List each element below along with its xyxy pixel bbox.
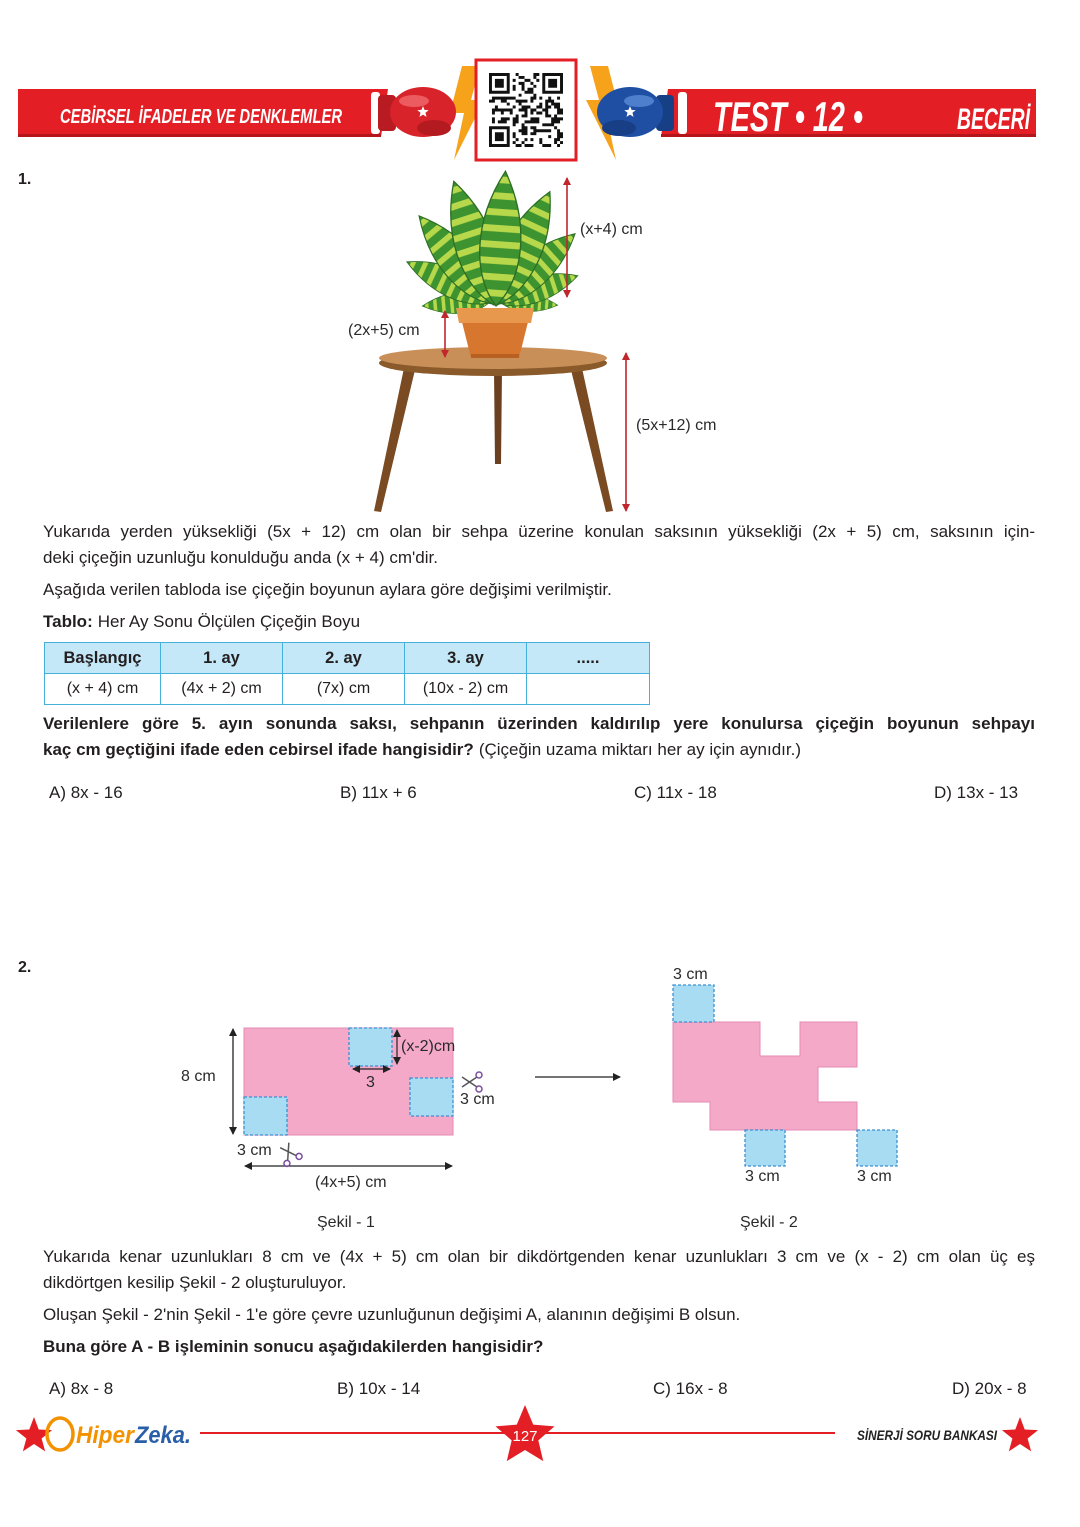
table-caption-label: Tablo: xyxy=(43,612,93,631)
plant xyxy=(401,170,586,317)
series-name: SİNERJİ SORU BANKASI xyxy=(857,1427,998,1443)
q1-option-d: D) 13x - 13 xyxy=(934,783,1019,802)
q1-paragraph-line-2: deki çiçeğin uzunluğu konulduğu anda (x + 4) cm'dir. xyxy=(43,548,438,567)
q1-question-text: kaç cm geçtiğini ifade eden cebirsel ifade hangisidir? xyxy=(43,740,474,759)
table-cell: (10x - 2) cm xyxy=(405,674,527,705)
header-banner xyxy=(0,50,1080,170)
resulting-shape xyxy=(673,1022,857,1130)
q2-paragraph-line-2: dikdörtgen kesilip Şekil - 2 oluşturuluyor. xyxy=(43,1273,347,1292)
table-height-label: (5x+12) cm xyxy=(636,417,717,434)
table-cell: (7x) cm xyxy=(283,674,405,705)
scissors-icon xyxy=(462,1072,482,1092)
table-leg xyxy=(494,370,502,464)
moved-piece-bottom xyxy=(745,1130,785,1166)
table-header-row xyxy=(45,643,650,674)
q1-option-b: B) 11x + 6 xyxy=(340,783,417,802)
table-header-cell: 1. ay xyxy=(161,643,283,674)
question-2-number: 2. xyxy=(18,959,32,976)
moved-piece-top xyxy=(673,985,714,1022)
q2-paragraph-2: Oluşan Şekil - 2'nin Şekil - 1'e göre çevre uzunluğunun değişimi A, alanının değişimi B olsun. xyxy=(43,1305,741,1324)
q2-option-a: A) 8x - 8 xyxy=(49,1379,114,1398)
moved-piece-bottom-right xyxy=(857,1130,897,1166)
logo-text-hiper: Hiper xyxy=(76,1422,136,1449)
cut-piece-right xyxy=(410,1078,453,1116)
table-row xyxy=(45,674,650,705)
table-caption xyxy=(43,612,360,632)
figure1-height-label: 8 cm xyxy=(181,1068,216,1085)
q2-option-d: D) 20x - 8 xyxy=(952,1379,1027,1398)
figure1-bottom-cut-label: 3 cm xyxy=(237,1142,272,1159)
cut-piece-top xyxy=(349,1028,392,1066)
table-caption-text: Her Ay Sonu Ölçülen Çiçeğin Boyu xyxy=(97,612,361,631)
cut-piece-bottom-left xyxy=(244,1097,287,1135)
test-label: TEST • 12 • xyxy=(713,93,863,140)
page-number: 127 xyxy=(512,1428,538,1445)
publisher-logo xyxy=(16,1417,191,1451)
unit-title: CEBİRSEL İFADELER VE DENKLEMLER xyxy=(60,106,442,128)
logo-text-zeka: Zeka. xyxy=(134,1422,191,1449)
question-1-number: 1. xyxy=(18,171,32,188)
q1-question-line-2 xyxy=(43,740,801,760)
table-cell: (x + 4) cm xyxy=(45,674,161,705)
q1-question-line-1: Verilenlere göre 5. ayın sonunda saksı, sehpanın üzerinden kaldırılıp yere konulursa çiçeğin boyunun sehpayı xyxy=(43,714,1035,733)
figure2-caption: Şekil - 2 xyxy=(740,1214,798,1231)
q1-question-note: (Çiçeğin uzama miktarı her ay için aynıdır.) xyxy=(478,740,801,759)
scissors-icon xyxy=(276,1140,303,1167)
rectangle-cut-figures xyxy=(170,955,930,1205)
flower-height-label: (x+4) cm xyxy=(580,221,643,238)
table-header-cell: 3. ay xyxy=(405,643,527,674)
figure1-cut-height-label: (x-2)cm xyxy=(401,1038,456,1055)
table-header-cell: Başlangıç xyxy=(45,643,161,674)
figure1-cut-width-label: 3 xyxy=(366,1074,375,1091)
figure2-top-cut-label: 3 cm xyxy=(673,966,708,983)
page-footer xyxy=(0,1400,1080,1470)
qr-code xyxy=(476,60,576,160)
q2-paragraph-line-1: Yukarıda kenar uzunlukları 8 cm ve (4x + 5) cm olan bir dikdörtgenden kenar uzunlukları 3 cm ve (x - 2) cm olan üç eş xyxy=(43,1247,1035,1266)
table-cell xyxy=(527,674,650,705)
pot-height-label: (2x+5) cm xyxy=(348,322,420,339)
side-table xyxy=(374,347,613,512)
q1-paragraph-line-1: Yukarıda yerden yüksekliği (5x + 12) cm olan bir sehpa üzerine konulan saksının yüksekliği (2x + 5) cm, saksının için- xyxy=(43,522,1035,541)
q2-option-c: C) 16x - 8 xyxy=(653,1379,728,1398)
star-icon xyxy=(1002,1417,1038,1451)
level-label: BECERİ xyxy=(957,103,1032,136)
table-header-cell: ..... xyxy=(527,643,650,674)
q2-question: Buna göre A - B işleminin sonucu aşağıdakilerden hangisidir? xyxy=(43,1337,544,1356)
table-leg xyxy=(374,368,415,512)
figure2-bottom-right-cut-label: 3 cm xyxy=(857,1168,892,1185)
figure1-side-cut-label: 3 cm xyxy=(460,1091,495,1108)
figure2-bottom-cut-label: 3 cm xyxy=(745,1168,780,1185)
q1-option-c: C) 11x - 18 xyxy=(634,783,717,802)
figure1-caption: Şekil - 1 xyxy=(317,1214,375,1231)
table-leg xyxy=(571,368,613,512)
q1-option-a: A) 8x - 16 xyxy=(49,783,123,802)
q1-paragraph-2: Aşağıda verilen tabloda ise çiçeğin boyunun aylara göre değişimi verilmiştir. xyxy=(43,580,612,599)
figure1-width-label: (4x+5) cm xyxy=(315,1174,387,1191)
plant-on-table-illustration xyxy=(340,165,740,520)
table-cell: (4x + 2) cm xyxy=(161,674,283,705)
table-header-cell: 2. ay xyxy=(283,643,405,674)
growth-table xyxy=(44,642,650,705)
q2-option-b: B) 10x - 14 xyxy=(337,1379,421,1398)
